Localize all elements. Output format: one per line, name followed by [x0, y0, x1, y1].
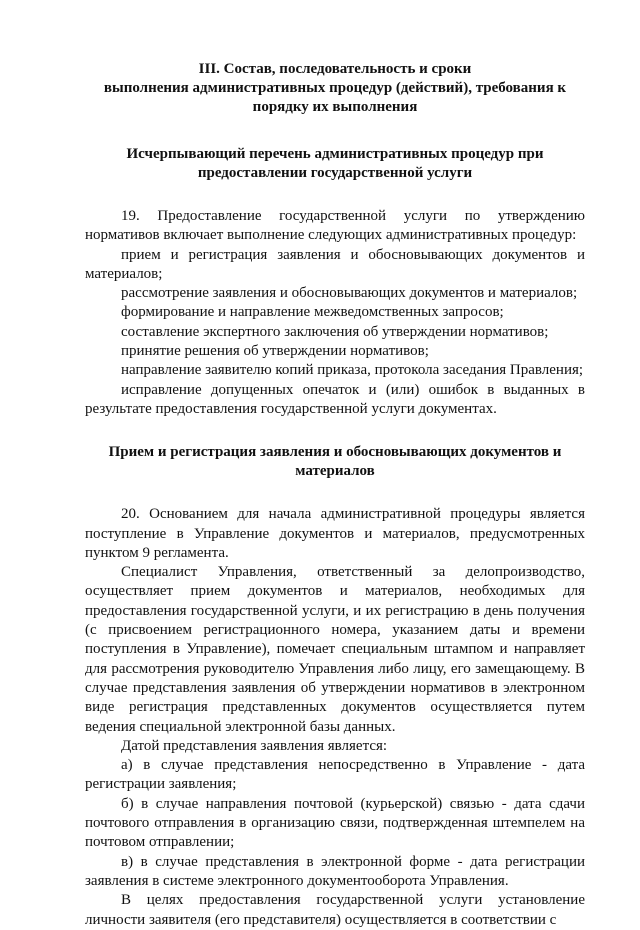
section-title-line: порядку их выполнения — [252, 99, 418, 115]
paragraph: рассмотрение заявления и обосновывающих документов и материалов; — [121, 285, 578, 302]
procedures-list — [85, 207, 585, 419]
paragraph: исправление допущенных опечаток и (или) ошибок в выданных в результате предоставления государственной услуги документах. — [85, 381, 585, 417]
subsection-title-line: предоставлении государственной услуги — [197, 165, 473, 181]
paragraph: составление экспертного заключения об утверждении нормативов; — [121, 323, 549, 340]
registration-section — [85, 505, 585, 930]
paragraph: В целях предоставления государственной услуги установление личности заявителя (его представителя) осуществляется в соответствии с — [85, 892, 585, 928]
paragraph: формирование и направление межведомственных запросов; — [121, 304, 504, 321]
paragraph: б) в случае направления почтовой (курьерской) связью - дата сдачи почтового отправления в организацию связи, подтвержденная штемпелем на почтовом отправлении; — [85, 795, 585, 851]
paragraph: Специалист Управления, ответственный за делопроизводство, осуществляет прием документов и материалов, необходимых для предоставления государственной услуги, и их регистрацию в день получения (с присвоением регистрационного номера, указанием даты и времени поступления в Управление), помечает специальным штампом и направляет для рассмотрения руководителю Управления либо лицу, его замещающему. В случае представления заявления об утверждении нормативов в электронном виде регистрация представленных документов осуществляется путем ведения специальной электронной базы данных. — [85, 564, 585, 735]
section-title-line: выполнения административных процедур (действий), требования к — [103, 80, 567, 96]
paragraph: прием и регистрация заявления и обосновывающих документов и материалов; — [85, 246, 585, 282]
paragraph: принятие решения об утверждении нормативов; — [121, 343, 429, 360]
subsection-title-line: Прием и регистрация заявления и обосновывающих документов и — [108, 444, 562, 461]
section-title — [85, 60, 585, 117]
subsection-title — [85, 145, 585, 183]
paragraph: направление заявителю копий приказа, протокола заседания Правления; — [121, 362, 584, 379]
section-title-line: III. Состав, последовательность и сроки — [198, 61, 472, 77]
subsection-title-line: материалов — [295, 463, 375, 480]
paragraph: 19. Предоставление государственной услуги по утверждению нормативов включает выполнение следующих административных процедур: — [85, 208, 585, 244]
paragraph: 20. Основанием для начала административной процедуры является поступление в Управление документов и материалов, предусмотренных пунктом 9 регламента. — [85, 506, 585, 561]
subsection-title-line: Исчерпывающий перечень административных процедур при — [126, 146, 544, 162]
paragraph: Датой представления заявления является: — [121, 737, 388, 754]
subsection-title — [85, 443, 585, 481]
paragraph: в) в случае представления в электронной форме - дата регистрации заявления в системе электронного документооборота Управления. — [85, 853, 585, 889]
paragraph: а) в случае представления непосредственно в Управление - дата регистрации заявления; — [85, 757, 585, 793]
